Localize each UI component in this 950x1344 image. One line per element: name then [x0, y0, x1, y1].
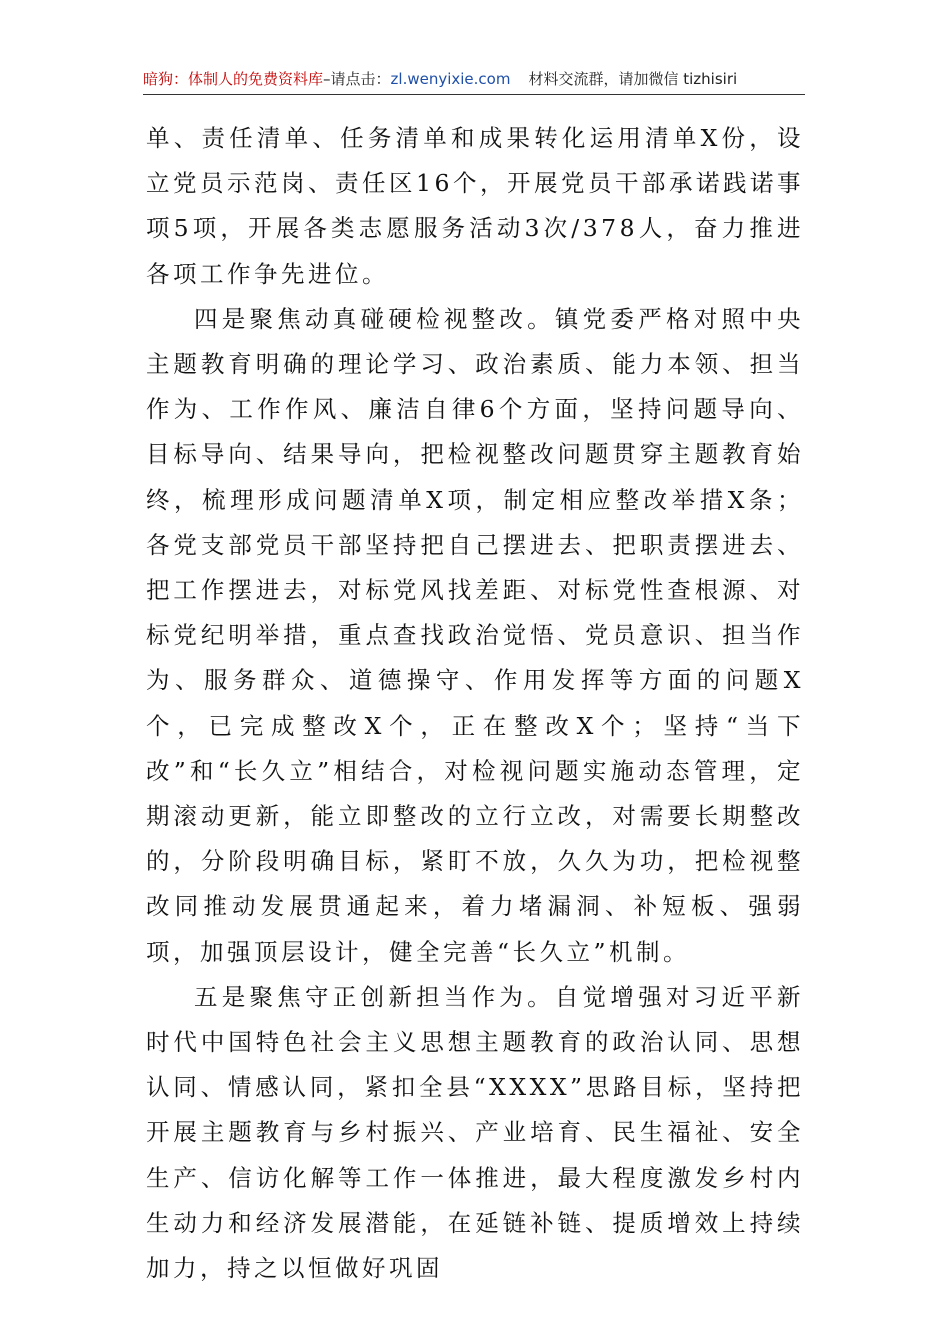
header-group-note: 材料交流群，请加微信 tizhisiri — [528, 70, 738, 88]
paragraph-continuation: 单、责任清单、任务清单和成果转化运用清单X份，设立党员示范岗、责任区16个，开展党员干部承诺践诺事项5项，开展各类志愿服务活动3次/378人，奋力推进各项工作争先进位。 — [146, 124, 804, 288]
page-header — [143, 64, 805, 95]
header-brand: 暗狗：体制人的免费资料库 — [143, 70, 324, 88]
paragraph-section-four: 四是聚焦动真碰硬检视整改。镇党委严格对照中央主题教育明确的理论学习、政治素质、能力本领、担当作为、工作作风、廉洁自律6个方面，坚持问题导向、目标导向、结果导向，把检视整改问题贯穿主题教育始终，梳理形成问题清单X项，制定相应整改举措X条；各党支部党员干部坚持把自己摆进去、把职责摆进去、把工作摆进去，对标党风找差距、对标党性查根源、对标党纪明举措，重点查找政治觉悟、党员意识、担当作为、服务群众、道德操守、作用发挥等方面的问题X个，已完成整改X个，正在整改X个；坚持“当下改”和“长久立”相结合，对检视问题实施动态管理，定期滚动更新，能立即整改的立行立改，对需要长期整改的，分阶段明确目标，紧盯不放，久久为功，把检视整改同推动发展贯通起来，着力堵漏洞、补短板、强弱项，加强顶层设计，健全完善“长久立”机制。 — [146, 304, 804, 966]
document-body — [146, 116, 804, 1291]
header-link-prefix: –请点击： — [323, 70, 391, 88]
paragraph-section-five: 五是聚焦守正创新担当作为。自觉增强对习近平新时代中国特色社会主义思想主题教育的政治认同、思想认同、情感认同，紧扣全县“XXXX”思路目标，坚持把开展主题教育与乡村振兴、产业培育、民生福祉、安全生产、信访化解等工作一体推进，最大程度激发乡村内生动力和经济发展潜能，在延链补链、提质增效上持续加力，持之以恒做好巩固 — [146, 982, 804, 1283]
header-link[interactable]: zl.wenyixie.com — [390, 70, 511, 88]
